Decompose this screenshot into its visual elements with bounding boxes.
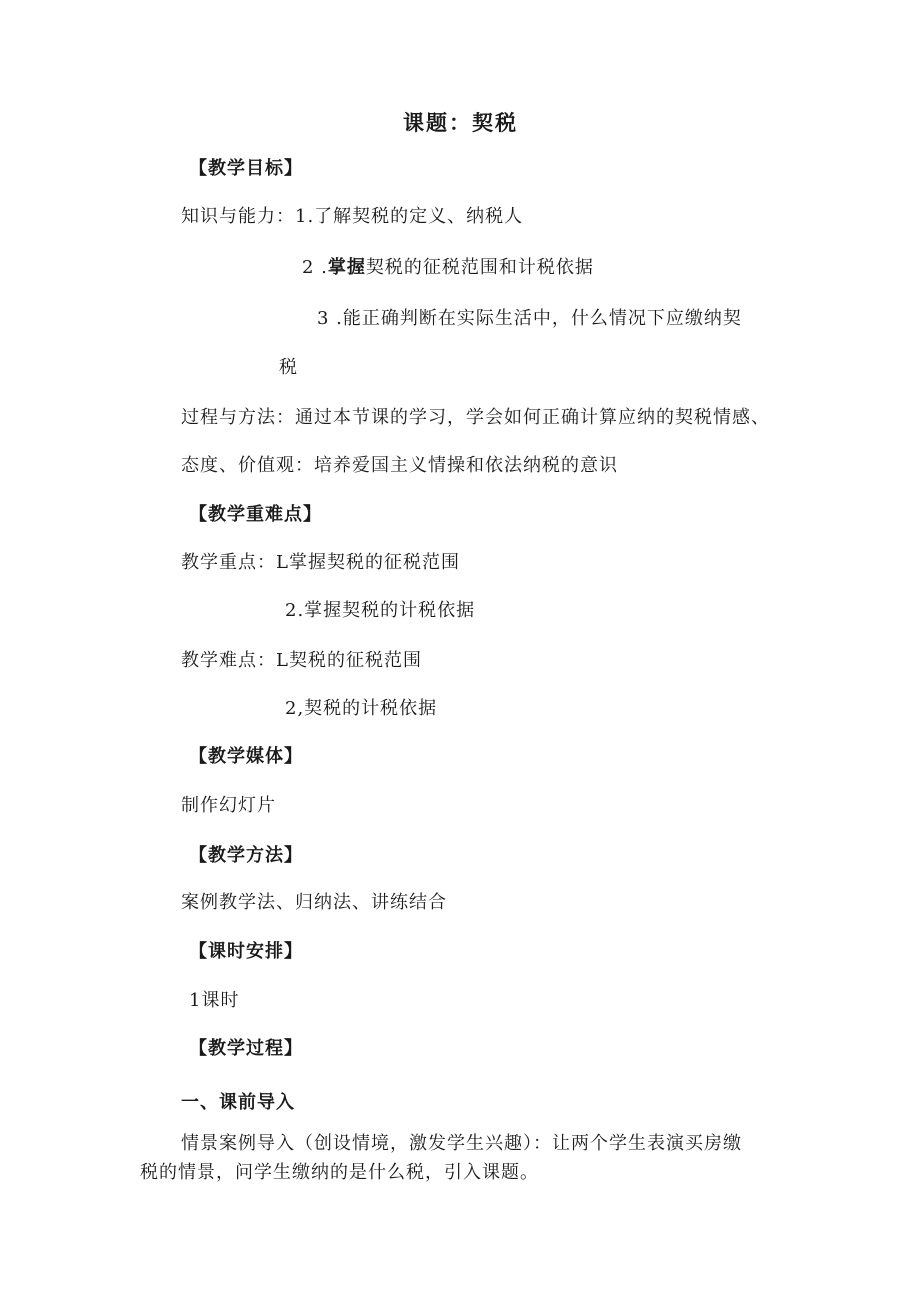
knowledge-label: 知识与能力： [181, 206, 295, 227]
process-method-line: 过程与方法：通过本节课的学习，学会如何正确计算应纳的契税情感、 [181, 407, 770, 428]
item-2-emphasis: 掌握 [327, 257, 366, 278]
knowledge-item-2 [302, 257, 594, 279]
schedule-heading: 【课时安排】 [189, 941, 303, 962]
media-content: 制作幻灯片 [181, 795, 276, 816]
knowledge-line [181, 206, 523, 228]
methods-content: 案例教学法、归纳法、讲练结合 [181, 892, 447, 913]
section-1-heading: 一、课前导入 [181, 1092, 295, 1113]
process-heading: 【教学过程】 [189, 1038, 303, 1059]
intro-paragraph-line-2: 税的情景，问学生缴纳的是什么税，引入课题。 [140, 1162, 539, 1183]
key-points-heading: 【教学重难点】 [189, 504, 322, 525]
attitude-line: 态度、价值观：培养爱国主义情操和依法纳税的意识 [181, 455, 618, 476]
focus-line-1: 教学重点：L掌握契税的征税范围 [181, 552, 460, 573]
media-heading: 【教学媒体】 [189, 746, 303, 767]
difficulty-line-1: 教学难点：L契税的征税范围 [181, 650, 422, 671]
methods-heading: 【教学方法】 [189, 845, 303, 866]
schedule-content: 1课时 [189, 990, 240, 1011]
knowledge-item-1: 1.了解契税的定义、纳税人 [295, 206, 524, 227]
objectives-heading: 【教学目标】 [189, 158, 303, 179]
page-title: 课题：契税 [403, 111, 518, 135]
focus-line-2: 2.掌握契税的计税依据 [285, 600, 476, 621]
item-2-number: 2 . [302, 257, 328, 278]
knowledge-item-3: 3 .能正确判断在实际生活中，什么情况下应缴纳契 [317, 308, 742, 329]
knowledge-item-3-continued: 税 [279, 357, 298, 378]
difficulty-line-2: 2,契税的计税依据 [285, 698, 438, 719]
item-2-text: 契税的征税范围和计税依据 [365, 257, 594, 278]
intro-paragraph-line-1: 情景案例导入（创设情境，激发学生兴趣）：让两个学生表演买房缴 [181, 1133, 742, 1154]
